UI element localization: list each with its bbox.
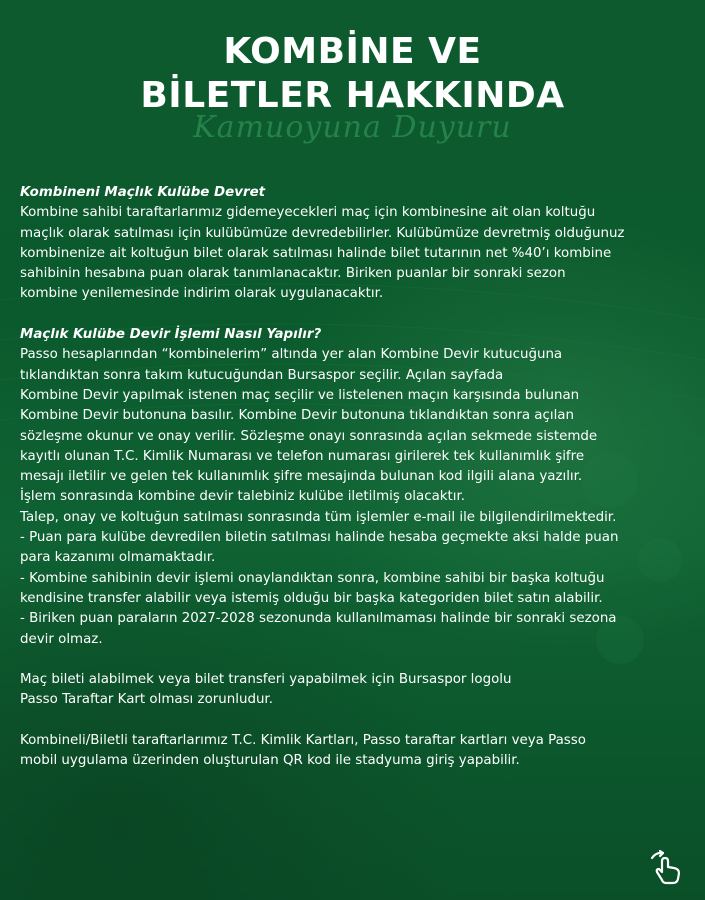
paragraph-line: devir olmaz.	[20, 631, 103, 647]
paragraph-line: Passo Taraftar Kart olması zorunludur.	[20, 692, 273, 708]
paragraph-line: tıklandıktan sonra takım kutucuğundan Bursaspor seçilir. Açılan sayfada	[20, 367, 504, 383]
page-title-line-1: KOMBİNE VE	[223, 31, 482, 72]
paragraph-line: para kazanımı olmamaktadır.	[20, 550, 216, 566]
paragraph-line: İşlem sonrasında kombine devir talebiniz kulübe iletilmiş olacaktır.	[20, 489, 466, 505]
section-title-devir-islemi: Maçlık Kulübe Devir İşlemi Nasıl Yapılır?	[20, 327, 322, 343]
paragraph-line: mesajı iletilir ve gelen tek kullanımlık şifre mesajında bulunan kod ilgili alana yazılır.	[20, 469, 583, 485]
paragraph-line: - Kombine sahibinin devir işlemi onaylandıktan sonra, kombine sahibi bir başka koltuğu	[20, 570, 605, 586]
paragraph-line: kombine yenilemesinde indirim olarak uygulanacaktır.	[20, 286, 384, 302]
paragraph-line: sahibinin hesabına puan olarak tanımlanacaktır. Biriken puanlar bir sonraki sezon	[20, 266, 566, 282]
paragraph-line: - Puan para kulübe devredilen biletin satılması halinde hesaba geçmekte aksi halde puan	[20, 530, 619, 546]
paragraph-line: Kombine Devir yapılmak istenen maç seçilir ve listelenen maçın karşısında bulunan	[20, 387, 580, 403]
swipe-hand-icon	[648, 848, 688, 888]
paragraph-line: Passo hesaplarından “kombinelerim” altında yer alan Kombine Devir kutucuğuna	[20, 347, 563, 363]
spacer	[20, 711, 685, 731]
paragraph-line: mobil uygulama üzerinden oluşturulan QR kod ile stadyuma giriş yapabilir.	[20, 753, 520, 769]
paragraph-line: Kombine sahibi taraftarlarımız gidemeyecekleri maç için kombinesine ait olan koltuğu	[20, 205, 596, 221]
paragraph-line: Maç bileti alabilmek veya bilet transferi yapabilmek için Bursaspor logolu	[20, 672, 512, 688]
paragraph-line: kayıtlı olunan T.C. Kimlik Numarası ve telefon numarası girilerek tek kullanımlık şifre	[20, 448, 585, 464]
paragraph-line: - Biriken puan paraların 2027-2028 sezonunda kullanılmaması halinde bir sonraki sezona	[20, 611, 617, 627]
spacer	[20, 305, 685, 325]
paragraph-line: maçlık olarak satılması için kulübümüze devredebilirler. Kulübümüze devretmiş olduğunuz	[20, 225, 625, 241]
paragraph-line: sözleşme okunur ve onay verilir. Sözleşme onayı sonrasında açılan sekmede sistemde	[20, 428, 598, 444]
spacer	[20, 650, 685, 670]
paragraph-line: Talep, onay ve koltuğun satılması sonrasında tüm işlemler e-mail ile bilgilendirilmektedir.	[20, 509, 617, 525]
paragraph-line: Kombine Devir butonuna basılır. Kombine Devir butonuna tıklandıktan sonra açılan	[20, 408, 574, 424]
announcement-body	[20, 183, 685, 772]
section-title-kombine-devret: Kombineni Maçlık Kulübe Devret	[20, 185, 266, 200]
paragraph-line: Kombineli/Biletli taraftarlarımız T.C. Kimlik Kartları, Passo taraftar kartları veya Passo	[20, 733, 586, 749]
paragraph-line: kendisine transfer alabilir veya istemiş olduğu bir başka kategoriden bilet satın alabilir.	[20, 590, 603, 606]
header	[0, 30, 705, 118]
page-subtitle: Kamuoyuna Duyuru	[193, 110, 512, 145]
paragraph-line: kombinenize ait koltuğun bilet olarak satılması halinde bilet tutarının net %40’ı kombine	[20, 245, 612, 261]
page-title-line-2: BİLETLER HAKKINDA	[140, 75, 565, 116]
